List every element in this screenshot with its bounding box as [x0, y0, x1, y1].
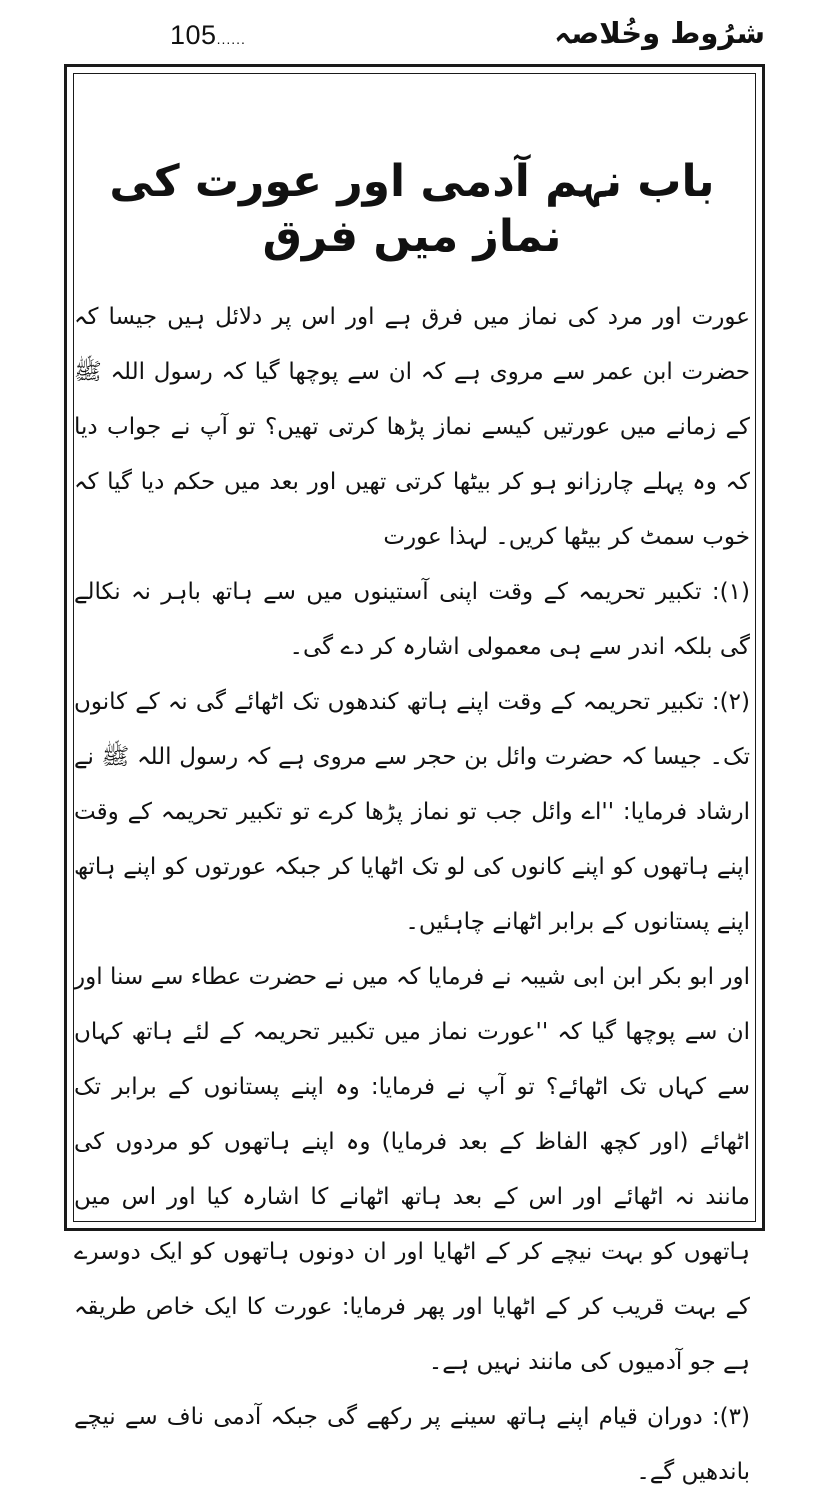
page-number-dots: ...... [216, 31, 246, 47]
paragraph-ibn-abi-shaybah: اور ابو بکر ابن ابی شیبہ نے فرمایا کہ میں نے حضرت عطاء سے سنا اور ان سے پوچھا گیا کہ ''عورت نماز میں تکبیر تحریمہ کے لئے ہاتھ کہاں سے کہاں تک اٹھائے؟ تو آپ نے فرمایا: وہ اپنے پستانوں کے برابر تک اٹھائے (اور کچھ الفاظ کے بعد فرمایا) وہ اپنے ہاتھوں کو مردوں کی مانند نہ اٹھائے اور اس کے بعد ہاتھ اٹھانے کا اشارہ کیا اور اس میں ہاتھوں کو بہت نیچے کر کے اٹھایا اور ان دونوں ہاتھوں کو ایک دوسرے کے بہت قریب کر کے اٹھایا اور پھر فرمایا: عورت کا ایک خاص طریقہ ہے جو آدمیوں کی مانند نہیں ہے۔ [74, 964, 750, 1375]
paragraph-point-3: (۳): دوران قیام اپنے ہاتھ سینے پر رکھے گی جبکہ آدمی ناف سے نیچے باندھیں گے۔ [74, 1404, 750, 1485]
paragraph-point-2: (۲): تکبیر تحریمہ کے وقت اپنے ہاتھ کندھوں تک اٹھائے گی نہ کے کانوں تک۔ جیسا کہ حضرت وائل بن حجر سے مروی ہے کہ رسول اللہ ﷺ نے ارشاد فرمایا: ''اے وائل جب تو نماز پڑھا کرے تو تکبیر تحریمہ کے وقت اپنے ہاتھوں کو اپنے کانوں کی لو تک اٹھایا کر جبکہ عورتوں کو اپنے ہاتھ اپنے پستانوں کے برابر اٹھانے چاہئیں۔ [74, 689, 750, 935]
page-header [60, 14, 765, 62]
paragraph-intro: عورت اور مرد کی نماز میں فرق ہے اور اس پر دلائل ہیں جیسا کہ حضرت ابن عمر سے مروی ہے کہ ان سے پوچھا گیا کہ رسول اللہ ﷺ کے زمانے میں عورتیں کیسے نماز پڑھا کرتی تھیں؟ تو آپ نے جواب دیا کہ وہ پہلے چارزانو ہو کر بیٹھا کرتی تھیں اور بعد میں حکم دیا گیا کہ خوب سمٹ کر بیٹھا کریں۔ لہذا عورت [74, 304, 750, 550]
paragraph-point-1: (۱): تکبیر تحریمہ کے وقت اپنی آستینوں میں سے ہاتھ باہر نہ نکالے گی بلکہ اندر سے ہی معمولی اشارہ کر دے گی۔ [74, 579, 750, 660]
page-number-value: 105 [170, 20, 217, 50]
page-content [74, 140, 750, 1500]
running-title: شرُوط وخُلاصہ [554, 16, 765, 50]
chapter-title: باب نہم آدمی اور عورت کی نماز میں فرق [109, 156, 715, 262]
page-number [170, 20, 246, 51]
